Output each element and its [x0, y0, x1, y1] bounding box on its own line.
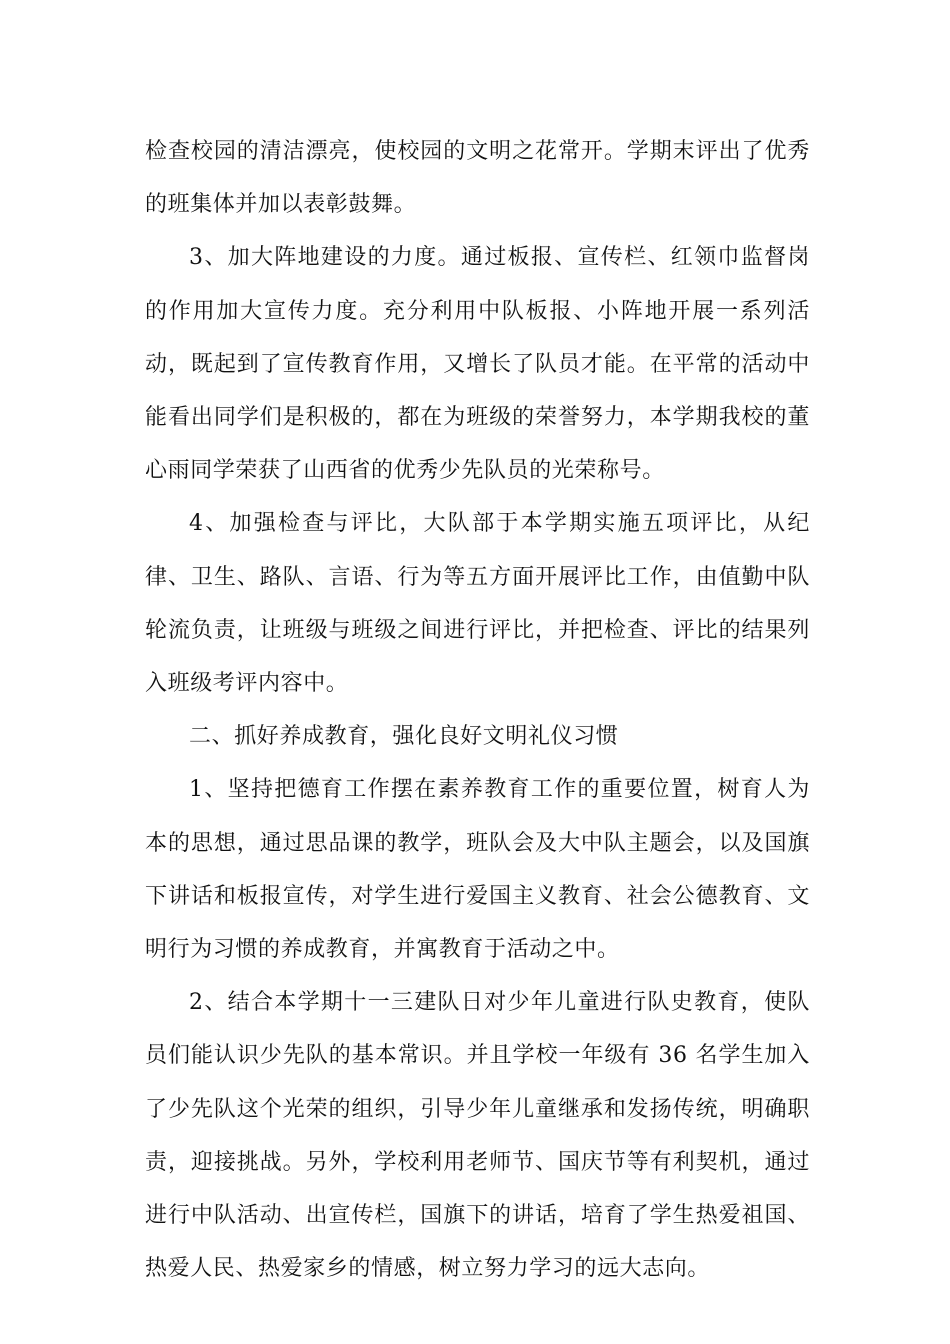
paragraph-item-4: 4、加强检查与评比，大队部于本学期实施五项评比，从纪律、卫生、路队、言语、行为等五方面开展评比工作，由值勤中队轮流负责，让班级与班级之间进行评比，并把检查、评比的结果列入班级考评内容中。 — [145, 511, 810, 697]
paragraph-item-2: 2、结合本学期十一三建队日对少年儿童进行队史教育，使队员们能认识少先队的基本常识。并且学校一年级有 36 名学生加入了少先队这个光荣的组织，引导少年儿童继承和发扬传统，明确职责，迎接挑战。另外，学校利用老师节、国庆节等有利契机，通过进行中队活动、出宣传栏，国旗下的讲话，培育了学生热爱祖国、热爱人民、热爱家乡的情感，树立努力学习的远大志向。 — [145, 990, 810, 1282]
paragraph-continuation: 检查校园的清洁漂亮，使校园的文明之花常开。学期末评出了优秀的班集体并加以表彰鼓舞。 — [145, 139, 810, 218]
section-heading-2: 二、抓好养成教育，强化良好文明礼仪习惯 — [189, 724, 619, 750]
paragraph-item-3: 3、加大阵地建设的力度。通过板报、宣传栏、红领巾监督岗的作用加大宣传力度。充分利用中队板报、小阵地开展一系列活动，既起到了宣传教育作用，又增长了队员才能。在平常的活动中能看出同学们是积极的，都在为班级的荣誉努力，本学期我校的董心雨同学荣获了山西省的优秀少先队员的光荣称号。 — [145, 245, 810, 484]
document-body — [145, 125, 810, 1295]
paragraph-item-1: 1、坚持把德育工作摆在素养教育工作的重要位置，树育人为本的思想，通过思品课的教学，班队会及大中队主题会，以及国旗下讲话和板报宣传，对学生进行爱国主义教育、社会公德教育、文明行为习惯的养成教育，并寓教育于活动之中。 — [145, 777, 810, 963]
